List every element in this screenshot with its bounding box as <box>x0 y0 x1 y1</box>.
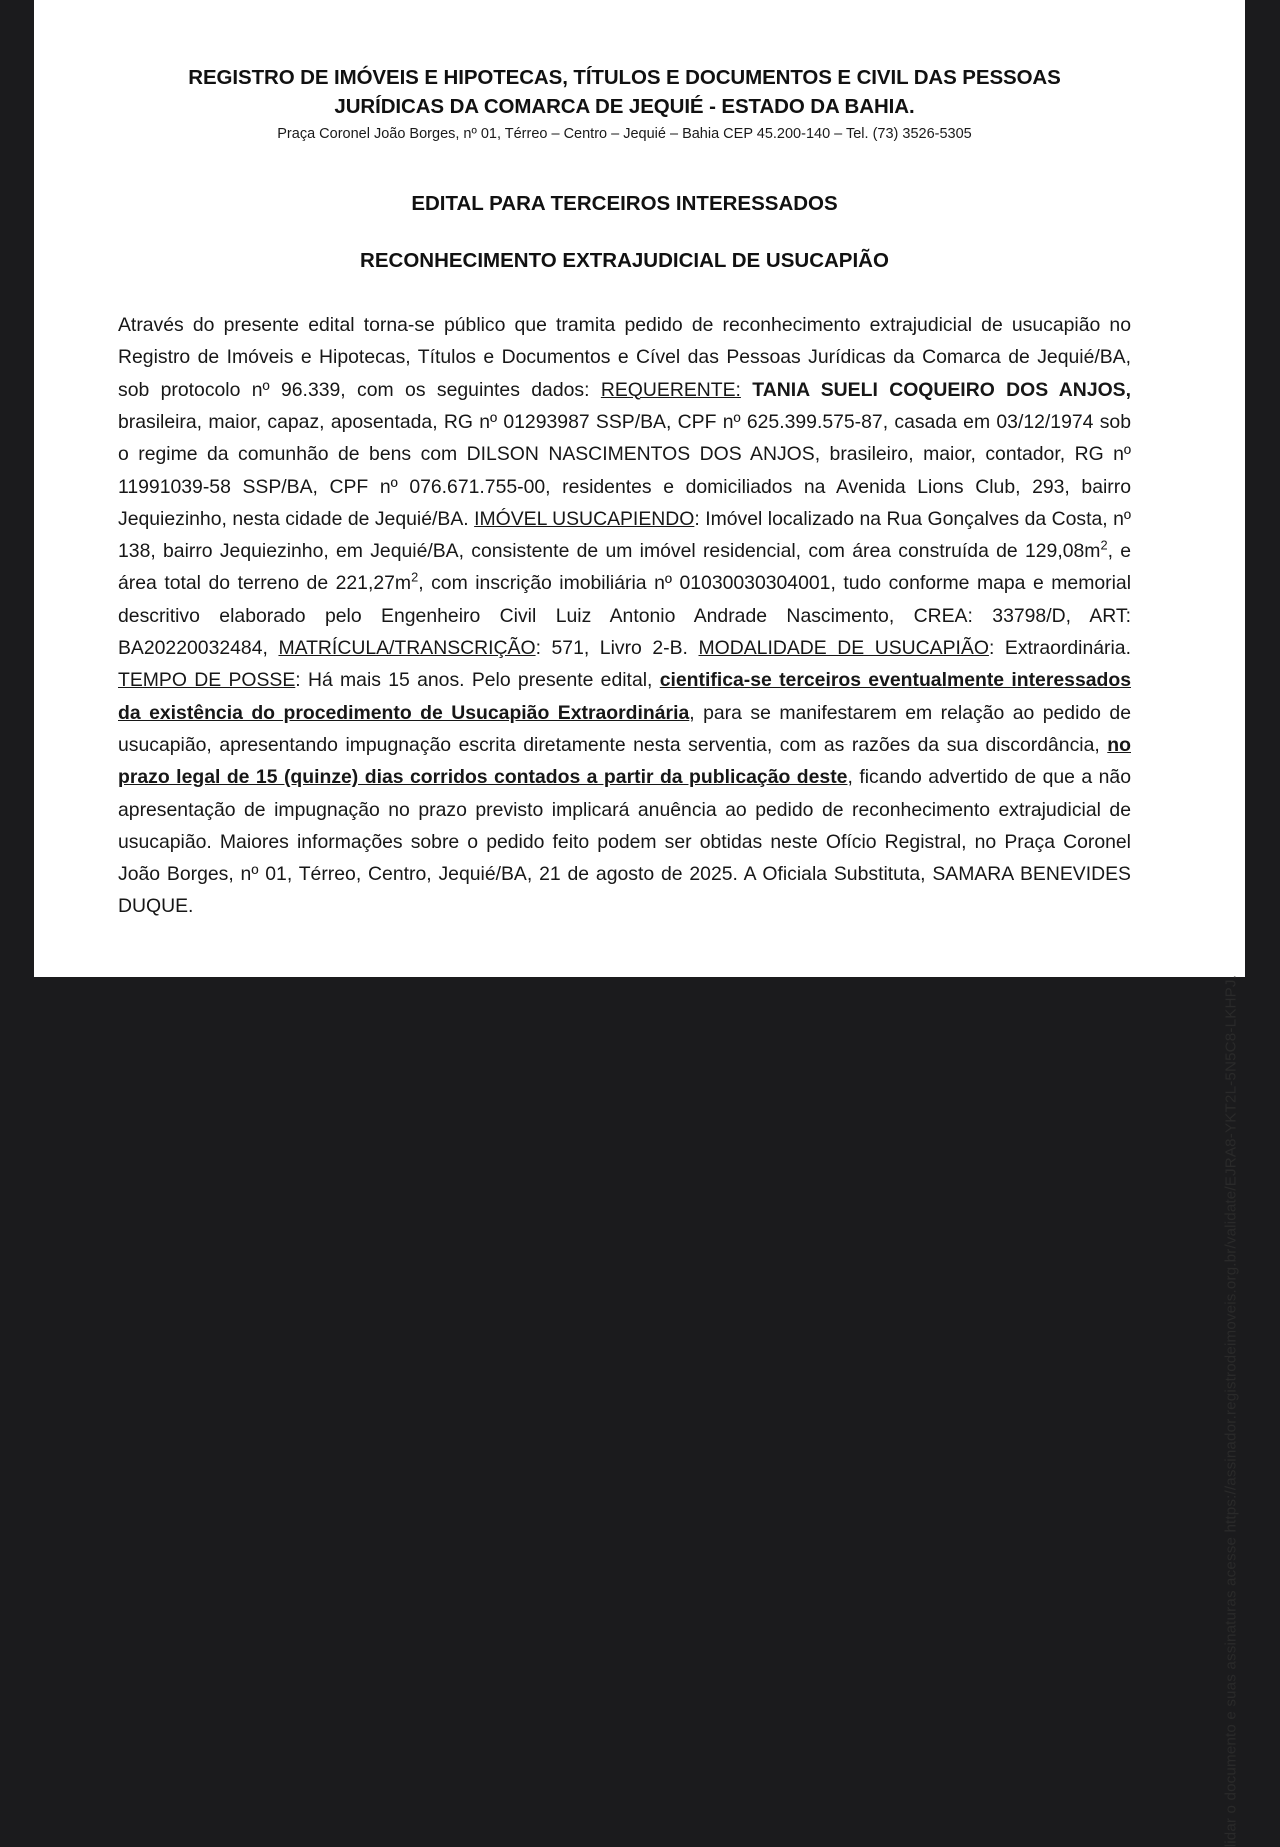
organization-heading <box>118 0 1131 121</box>
organization-heading-line-1: REGISTRO DE IMÓVEIS E HIPOTECAS, TÍTULOS E DOCUMENTOS E CIVIL DAS PESSOAS <box>188 66 1061 89</box>
tempo-posse-value: : Há mais 15 anos. Pelo presente edital, <box>295 669 660 692</box>
organization-heading-line-2: JURÍDICAS DA COMARCA DE JEQUIÉ - ESTADO DA BAHIA. <box>334 95 915 119</box>
viewer-left-letterbox <box>0 0 34 977</box>
imovel-description-part-1: : Imóvel localizado na Rua Gonçalves da Costa, nº 138, bairro Jequiezinho, em Jequié/BA, consistente de um imóvel residencial, com área construída de 129,08m <box>118 507 1131 563</box>
modalidade-value: : Extraordinária. <box>988 637 1131 660</box>
matricula-value: : 571, Livro 2-B. <box>535 637 699 660</box>
label-imovel-usucapiendo: IMÓVEL USUCAPIENDO <box>474 507 695 530</box>
viewer-right-letterbox <box>1245 0 1280 977</box>
label-tempo-de-posse: TEMPO DE POSSE <box>118 669 296 692</box>
document-page <box>34 0 1245 977</box>
body-middle-text: , para se manifestarem em relação ao pedido de usucapião, apresentando impugnação escrita diretamente nesta serventia, com as razões da sua discordância, <box>118 701 1131 756</box>
document-title-secondary: RECONHECIMENTO EXTRAJUDICIAL DE USUCAPIÃO <box>360 249 889 273</box>
document-content <box>118 0 1131 923</box>
area-construida-unit-exponent: 2 <box>1100 537 1108 553</box>
label-requerente: REQUERENTE: <box>600 378 741 401</box>
body-intro: Através do presente edital torna-se público que tramita pedido de reconhecimento extrajudicial de usucapião no Registro de Imóveis e Hipotecas, Títulos e Documentos e Cível das Pessoas Jurídicas da Comarca de Jequié/BA, sob protocolo nº 96.339, com os seguintes dados: <box>118 314 1131 401</box>
label-modalidade-usucapiao: MODALIDADE DE USUCAPIÃO <box>698 637 989 660</box>
area-terreno-unit-exponent: 2 <box>411 569 419 585</box>
requerente-details: brasileira, maior, capaz, aposentada, RG nº 01293987 SSP/BA, CPF nº 625.399.575-87, casada em 03/12/1974 sob o regime da comunhão de bens com DILSON NASCIMENTOS DOS ANJOS, brasileiro, maior, contador, RG nº 11991039-58 SSP/BA, CPF nº 076.671.755-00, residentes e domiciliados na Avenida Lions Club, 293, bairro Jequiezinho, nesta cidade de Jequié/BA. <box>118 410 1131 530</box>
imovel-description-part-3: , com inscrição imobiliária nº 01030030304001, tudo conforme mapa e memorial descritivo elaborado pelo Engenheiro Civil Luiz Antonio Andrade Nascimento, CREA: 33798/D, ART: BA20220032484, <box>118 572 1131 660</box>
requerente-name: TANIA SUELI COQUEIRO DOS ANJOS, <box>740 378 1132 401</box>
emphasis-cientifica-se-terceiros: cientifica-se terceiros eventualmente interessados da existência do procedimento de Usucapião Extraordinária <box>118 669 1131 724</box>
imovel-description-part-2: , e área total do terreno de 221,27m <box>118 540 1132 595</box>
edital-body-paragraph <box>118 273 1131 923</box>
validation-url-text: lidar o documento e suas assinaturas acesse https://assinador.registrodeimoveis.org.br/validate/EJRA8-YKT2L-5N5C8-LKHPJ. <box>1222 975 1239 1847</box>
emphasis-prazo-legal: no prazo legal de 15 (quinze) dias corridos contados a partir da publicação deste <box>118 733 1131 789</box>
organization-address: Praça Coronel João Borges, nº 01, Térreo – Centro – Jequié – Bahia CEP 45.200-140 – Tel. (73) 3526-5305 <box>277 126 972 143</box>
body-closing-text: , ficando advertido de que a não apresentação de impugnação no prazo previsto implicará anuência ao pedido de reconhecimento extrajudicial de usucapião. Maiores informações sobre o pedido feito podem ser obtidas neste Ofício Registral, no Praça Coronel João Borges, nº 01, Térreo, Centro, Jequié/BA, 21 de agosto de 2025. A Oficiala Substituta, SAMARA BENEVIDES DUQUE. <box>118 766 1131 918</box>
label-matricula-transcricao: MATRÍCULA/TRANSCRIÇÃO <box>278 637 536 660</box>
document-title-primary: EDITAL PARA TERCEIROS INTERESSADOS <box>411 192 838 216</box>
validation-sidebar <box>1205 0 1245 1847</box>
